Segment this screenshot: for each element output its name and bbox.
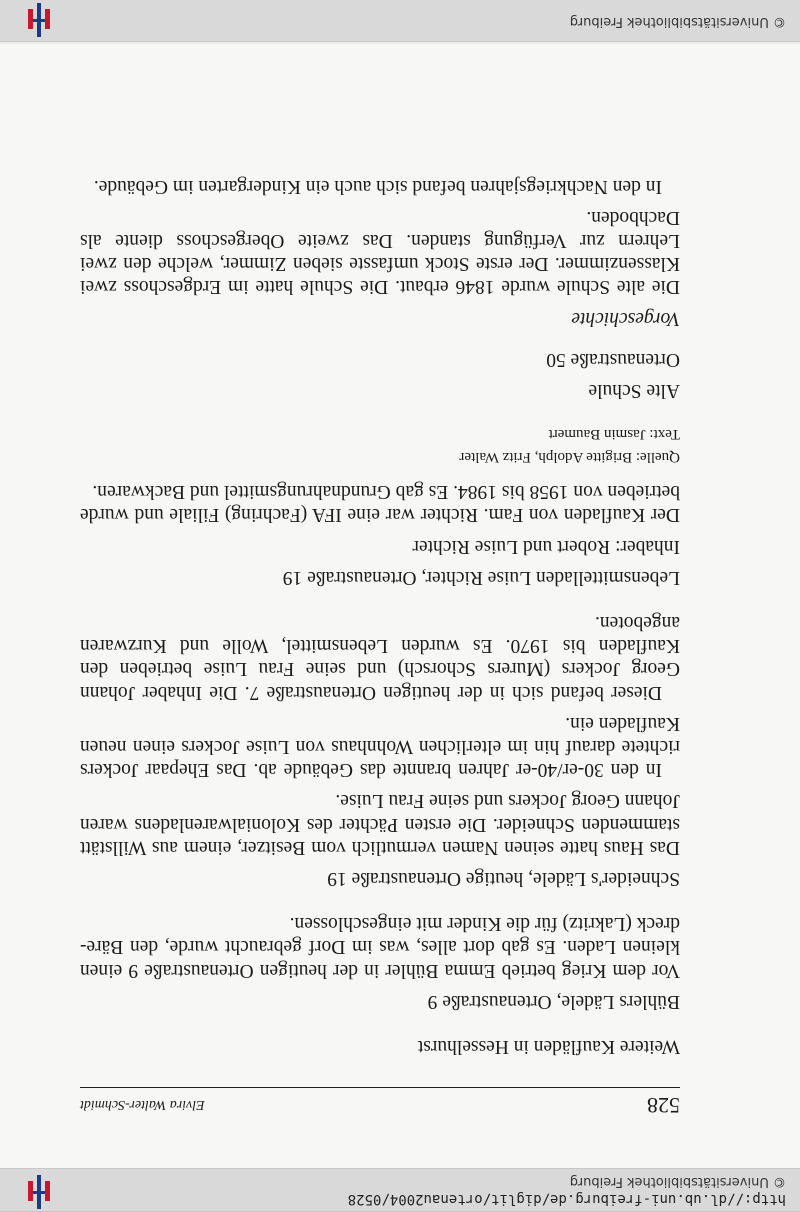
paragraph: Das Haus hatte seinen Namen vermutlich vom Besitzer, einem aus Willstätt stammenden Schneider. Die ersten Pächter des Kolonialwarenladens waren Johann Georg Jockers und seine Frau Luise.: [80, 790, 680, 858]
viewer-footer-bar: [0, 1168, 800, 1212]
copyright-notice: © Universitätsbibliothek Freiburg: [569, 1174, 786, 1189]
section-heading: Schneider's Lädele, heutige Ortenaustraße 19: [327, 867, 680, 889]
section-heading: Alte Schule: [588, 379, 680, 401]
viewer-header-bar: [0, 0, 800, 42]
header-rule: [80, 1087, 680, 1088]
subheading: Vorgeschichte: [571, 307, 680, 329]
scanned-page: [0, 44, 800, 1168]
paragraph: Inhaber: Robert und Luise Richter: [412, 535, 680, 557]
paragraph: Der Kaufladen von Fam. Richter war eine IFA (Fachring) Filiale und wurde betrieben von 1958 bis 1984. Es gab Grundnahrungsmittel und Backwaren.: [80, 481, 680, 526]
paragraph: Dieser befand sich in der heutigen Ortenaustraße 7. Die Inhaber Johann Georg Jockers (Murers Schorsch) und seine Frau Luise betrieben den Kaufladen bis 1970. Es wurden Lebensmittel, Wolle und Kurzwaren angeboten.: [80, 611, 680, 703]
page-number: 528: [647, 1093, 680, 1118]
copyright-notice: © Universitätsbibliothek Freiburg: [569, 14, 786, 29]
section-heading: Bühlers Lädele, Ortenaustraße 9: [427, 990, 680, 1012]
paragraph: In den 30-er/40-er Jahren brannte das Gebäude ab. Das Ehepaar Jockers richtete darauf hin im elterlichen Wohnhaus von Luise Jockers einen neuen Kaufladen ein.: [80, 712, 680, 781]
paragraph: In den Nachkriegsjahren befand sich auch ein Kindergarten im Gebäude.: [93, 175, 662, 197]
text-credit: Text: Jasmin Baumert: [548, 425, 680, 442]
ub-freiburg-logo-icon: [26, 1, 52, 39]
address-line: Ortenaustraße 50: [546, 348, 680, 370]
paragraph: Die alte Schule wurde 1846 erbaut. Die Schule hatte im Erdgeschoss zwei Klassenzimmer. Der erste Stock umfasste sieben Zimmer, welche den zwei Lehrern zur Verfügung standen. Das zweite Obergeschoss diente als Dachboden.: [80, 206, 680, 298]
author-name: Elvira Walter-Schmidt: [80, 1097, 205, 1112]
ub-freiburg-logo-icon: [26, 1173, 52, 1211]
section-heading: Lebensmittelladen Luise Richter, Ortenaustraße 19: [282, 566, 680, 588]
source-url[interactable]: http://dl.ub.uni-freiburg.de/diglit/ortenau2004/0528: [347, 1191, 786, 1207]
source-credit: Quelle: Brigitte Adolph, Fritz Walter: [459, 448, 680, 465]
text-column: [80, 166, 680, 1058]
article-title: Weitere Kaufläden in Hesselhurst: [417, 1036, 680, 1057]
paragraph: Vor dem Krieg betrieb Emma Bühler in der heutigen Ortenaustraße 9 einen kleinen Laden. Es gab dort alles, was im Dorf gebraucht wurde, den Bäre-dreck (Lakritz) für die Kinder mit eingeschlossen.: [80, 913, 680, 981]
